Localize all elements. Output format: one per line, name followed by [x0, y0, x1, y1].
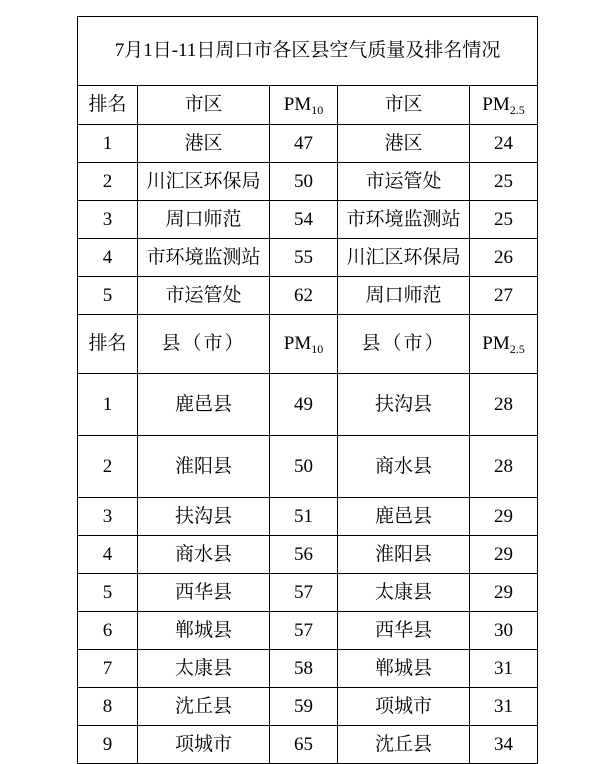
cell-pm25-value: 27 — [470, 277, 538, 315]
cell-pm25-county: 太康县 — [338, 574, 470, 612]
cell-pm25-value: 34 — [470, 726, 538, 764]
cell-rank: 3 — [78, 201, 138, 239]
cell-pm25-value: 29 — [470, 536, 538, 574]
cell-pm10-station: 市运管处 — [138, 277, 270, 315]
cell-pm10-county: 沈丘县 — [138, 688, 270, 726]
table-row — [78, 650, 538, 688]
header-county-pm25: 县（市） — [338, 315, 470, 374]
header-rank: 排名 — [78, 315, 138, 374]
cell-rank: 7 — [78, 650, 138, 688]
cell-pm25-value: 29 — [470, 574, 538, 612]
cell-rank: 5 — [78, 277, 138, 315]
cell-pm25-county: 扶沟县 — [338, 374, 470, 436]
cell-pm25-value: 25 — [470, 163, 538, 201]
cell-pm10-value: 56 — [270, 536, 338, 574]
table-row — [78, 574, 538, 612]
cell-pm25-value: 30 — [470, 612, 538, 650]
cell-rank: 8 — [78, 688, 138, 726]
cell-pm10-value: 50 — [270, 436, 338, 498]
cell-rank: 2 — [78, 163, 138, 201]
cell-pm10-county: 商水县 — [138, 536, 270, 574]
cell-pm10-value: 57 — [270, 574, 338, 612]
cell-pm25-county: 商水县 — [338, 436, 470, 498]
header-city-area-pm25: 市区 — [338, 86, 470, 125]
header-pm25-text: PM — [482, 94, 510, 116]
cell-pm10-value: 49 — [270, 374, 338, 436]
cell-pm10-county: 淮阳县 — [138, 436, 270, 498]
table-row — [78, 612, 538, 650]
header-pm25 — [470, 315, 538, 374]
cell-pm10-value: 57 — [270, 612, 338, 650]
cell-pm10-county: 鹿邑县 — [138, 374, 270, 436]
cell-pm10-county: 扶沟县 — [138, 498, 270, 536]
cell-rank: 5 — [78, 574, 138, 612]
header-pm10 — [270, 315, 338, 374]
cell-rank: 1 — [78, 125, 138, 163]
cell-pm10-value: 47 — [270, 125, 338, 163]
header-city-area-pm10: 市区 — [138, 86, 270, 125]
cell-pm10-county: 西华县 — [138, 574, 270, 612]
header-pm25-text: PM — [482, 333, 510, 355]
cell-pm10-station: 港区 — [138, 125, 270, 163]
cell-pm10-value: 54 — [270, 201, 338, 239]
header-pm10 — [270, 86, 338, 125]
cell-pm10-value: 65 — [270, 726, 338, 764]
header-pm25-subscript: 2.5 — [509, 342, 525, 357]
cell-pm10-value: 59 — [270, 688, 338, 726]
header-pm25-subscript: 2.5 — [509, 103, 525, 118]
table-row — [78, 239, 538, 277]
cell-pm25-value: 24 — [470, 125, 538, 163]
table-row — [78, 498, 538, 536]
table-row — [78, 201, 538, 239]
cell-pm25-value: 29 — [470, 498, 538, 536]
header-pm10-subscript: 10 — [311, 342, 324, 357]
cell-pm25-value: 28 — [470, 436, 538, 498]
county-header-row — [78, 315, 538, 374]
cell-pm25-station: 川汇区环保局 — [338, 239, 470, 277]
header-pm10-text: PM — [283, 94, 312, 116]
table-row — [78, 163, 538, 201]
cell-pm25-county: 西华县 — [338, 612, 470, 650]
cell-pm10-value: 55 — [270, 239, 338, 277]
cell-rank: 4 — [78, 239, 138, 277]
cell-pm25-value: 25 — [470, 201, 538, 239]
table-title-row — [78, 17, 538, 86]
cell-pm25-value: 28 — [470, 374, 538, 436]
cell-pm10-county: 项城市 — [138, 726, 270, 764]
cell-pm10-county: 郸城县 — [138, 612, 270, 650]
cell-pm25-value: 26 — [470, 239, 538, 277]
cell-rank: 4 — [78, 536, 138, 574]
cell-pm25-county: 淮阳县 — [338, 536, 470, 574]
cell-rank: 2 — [78, 436, 138, 498]
cell-pm10-station: 周口师范 — [138, 201, 270, 239]
table-row — [78, 277, 538, 315]
table-row — [78, 374, 538, 436]
cell-pm25-county: 鹿邑县 — [338, 498, 470, 536]
table-row — [78, 726, 538, 764]
cell-pm10-value: 58 — [270, 650, 338, 688]
page-title: 7月1日-11日周口市各区县空气质量及排名情况 — [78, 17, 538, 86]
cell-pm10-value: 51 — [270, 498, 338, 536]
cell-pm25-value: 31 — [470, 688, 538, 726]
cell-pm25-station: 港区 — [338, 125, 470, 163]
table-row — [78, 536, 538, 574]
cell-pm25-county: 郸城县 — [338, 650, 470, 688]
table-row — [78, 436, 538, 498]
table-row — [78, 125, 538, 163]
cell-pm10-county: 太康县 — [138, 650, 270, 688]
cell-rank: 3 — [78, 498, 138, 536]
city-header-row — [78, 86, 538, 125]
cell-pm25-station: 市运管处 — [338, 163, 470, 201]
header-pm10-text: PM — [283, 333, 312, 355]
cell-pm25-county: 项城市 — [338, 688, 470, 726]
cell-pm25-station: 周口师范 — [338, 277, 470, 315]
header-pm25 — [470, 86, 538, 125]
cell-pm10-value: 50 — [270, 163, 338, 201]
air-quality-table — [77, 16, 538, 764]
header-county-pm10: 县（市） — [138, 315, 270, 374]
header-rank: 排名 — [78, 86, 138, 125]
table-row — [78, 688, 538, 726]
cell-pm10-value: 62 — [270, 277, 338, 315]
cell-pm10-station: 川汇区环保局 — [138, 163, 270, 201]
cell-rank: 1 — [78, 374, 138, 436]
cell-pm25-station: 市环境监测站 — [338, 201, 470, 239]
cell-pm10-station: 市环境监测站 — [138, 239, 270, 277]
cell-rank: 6 — [78, 612, 138, 650]
cell-pm25-county: 沈丘县 — [338, 726, 470, 764]
cell-pm25-value: 31 — [470, 650, 538, 688]
header-pm10-subscript: 10 — [311, 103, 324, 118]
cell-rank: 9 — [78, 726, 138, 764]
air-quality-table-container — [77, 16, 537, 764]
